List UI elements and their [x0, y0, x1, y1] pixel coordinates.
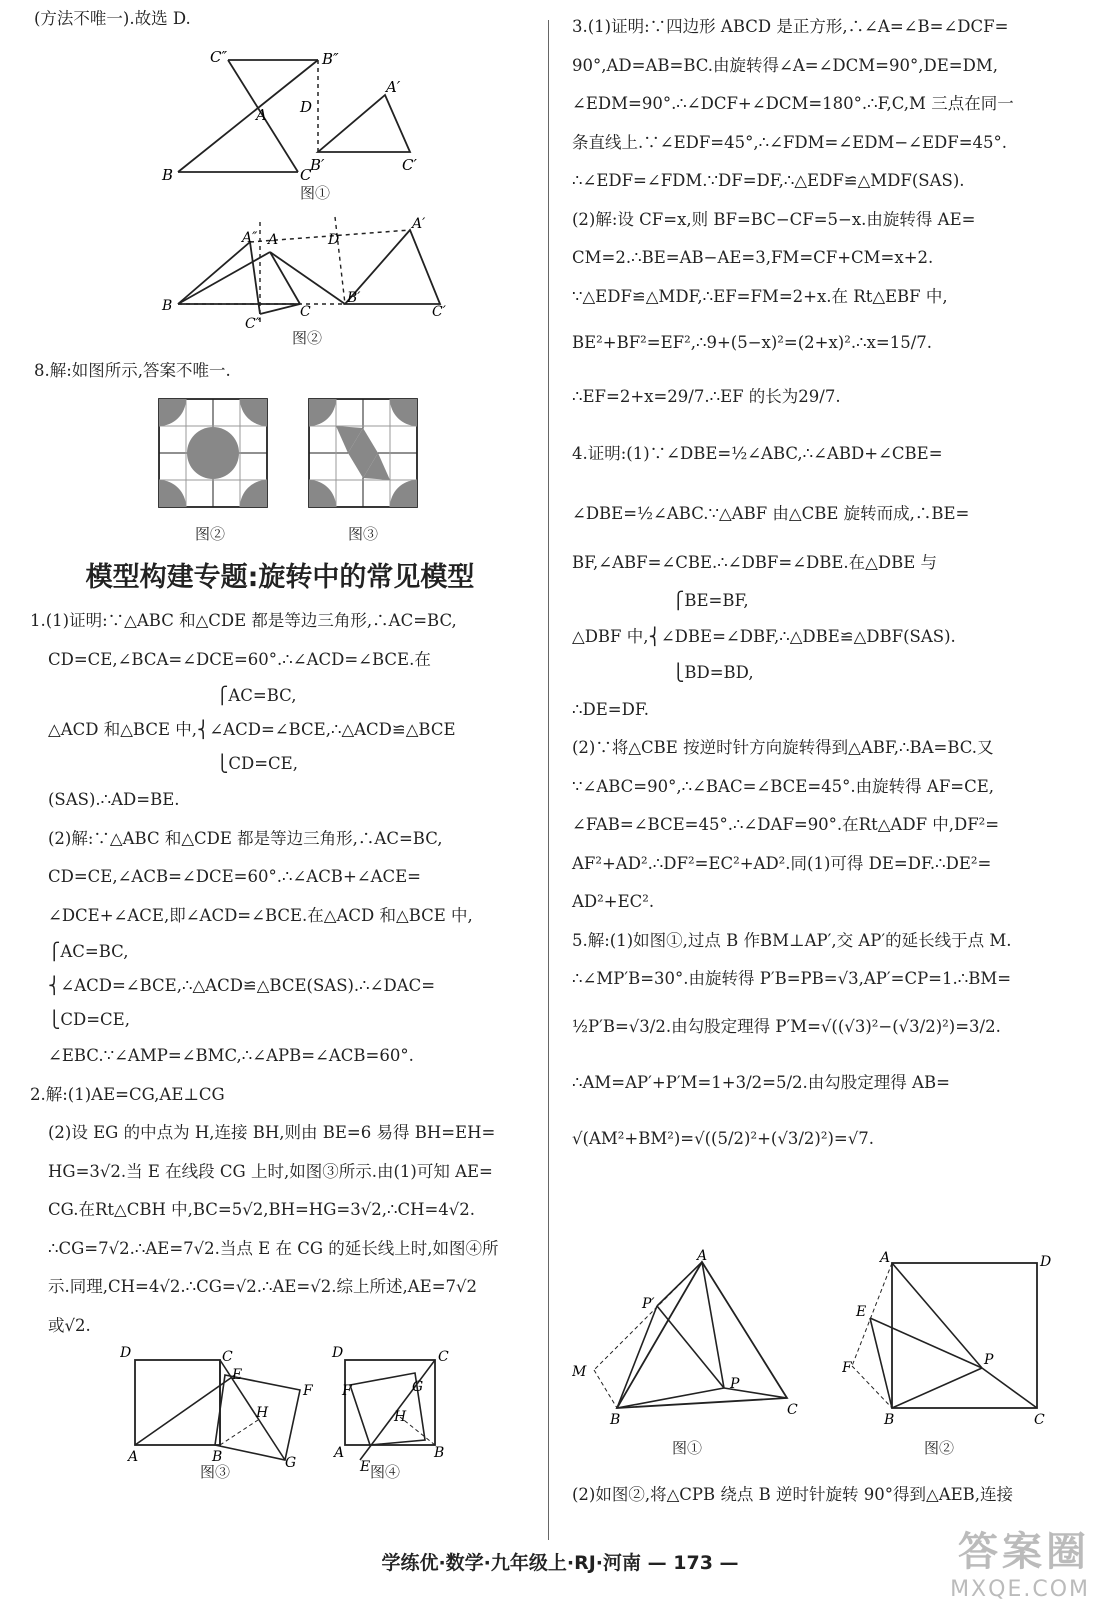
- svg-text:B″: B″: [322, 50, 339, 68]
- svg-text:A′: A′: [412, 216, 426, 232]
- svg-text:E: E: [232, 1367, 243, 1383]
- svg-text:C″: C″: [245, 316, 261, 332]
- svg-text:A: A: [256, 106, 267, 124]
- right-body: [572, 8, 1072, 1167]
- text-line: 或√2.: [48, 1315, 91, 1335]
- svg-text:A′: A′: [386, 78, 401, 96]
- text-line: 3.(1)证明:∵四边形 ABCD 是正方形,∴∠A=∠B=∠DCF=: [572, 17, 1009, 36]
- svg-text:M: M: [572, 1364, 587, 1380]
- svg-text:E: E: [856, 1304, 867, 1320]
- text-line: ⎩CD=CE,: [216, 754, 298, 773]
- text-line: 90°,AD=AB=BC.由旋转得∠A=∠DCM=90°,DE=DM,: [572, 55, 998, 75]
- text-line: HG=3√2.当 E 在线段 CG 上时,如图③所示.由(1)可知 AE=: [48, 1161, 493, 1181]
- text-line: ⎧BE=BF,: [672, 590, 749, 610]
- column-divider: [548, 20, 549, 1540]
- text-line: 1.(1)证明:∵△ABC 和△CDE 都是等边三角形,∴AC=BC,: [30, 611, 457, 630]
- section-title: 模型构建专题:旋转中的常见模型: [85, 562, 475, 593]
- svg-text:P: P: [984, 1352, 994, 1368]
- svg-text:E: E: [360, 1459, 371, 1475]
- figure-caption: 图②: [195, 525, 226, 543]
- svg-text:P′: P′: [642, 1296, 655, 1312]
- watermark-logo: [950, 1520, 1090, 1602]
- svg-text:G: G: [412, 1379, 424, 1395]
- text-line: ⎧AC=BC,: [216, 686, 297, 705]
- watermark-bottom: MXQE.COM: [950, 1577, 1090, 1602]
- text-line: (2)解:∵△ABC 和△CDE 都是等边三角形,∴AC=BC,: [48, 828, 443, 848]
- svg-text:A: A: [268, 232, 279, 248]
- figure-caption: 图③: [200, 1463, 231, 1481]
- text-line: ∠EDM=90°.∴∠DCF+∠DCM=180°.∴F,C,M 三点在同一: [572, 94, 1014, 113]
- text-line: ½P′B=√3/2.由勾股定理得 P′M=√((√3)²−(√3/2)²)=3/2.: [572, 1016, 1001, 1036]
- svg-text:D: D: [1040, 1254, 1052, 1270]
- text-line: 条直线上.∵∠EDF=45°,∴∠FDM=∠EDM−∠EDF=45°.: [572, 132, 1008, 152]
- svg-text:P: P: [730, 1376, 740, 1392]
- left-body: [30, 602, 530, 1345]
- text-line: CD=CE,∠BCA=∠DCE=60°.∴∠ACD=∠BCE.在: [48, 649, 431, 669]
- text-line: BE²+BF²=EF²,∴9+(5−x)²=(2+x)².∴x=15/7.: [572, 333, 933, 352]
- figure-4: [330, 1345, 460, 1475]
- svg-text:F: F: [842, 1360, 852, 1376]
- text-line: 4.证明:(1)∵∠DBE=½∠ABC,∴∠ABD+∠CBE=: [572, 444, 943, 463]
- svg-text:D: D: [328, 232, 340, 248]
- svg-text:F: F: [342, 1383, 352, 1399]
- svg-text:D: D: [120, 1345, 132, 1361]
- text-line: △ACD 和△BCE 中,⎨∠ACD=∠BCE,∴△ACD≌△BCE: [48, 720, 456, 739]
- svg-text:C: C: [300, 166, 312, 184]
- figure-5a: [572, 1248, 812, 1428]
- text-line: ∠EBC.∵∠AMP=∠BMC,∴∠APB=∠ACB=60°.: [48, 1046, 414, 1065]
- text-line: (2)如图②,将△CPB 绕点 B 逆时针旋转 90°得到△AEB,连接: [572, 1485, 1014, 1504]
- svg-text:B: B: [434, 1445, 445, 1461]
- text-line: (2)解:设 CF=x,则 BF=BC−CF=5−x.由旋转得 AE=: [572, 209, 976, 229]
- text-line: (方法不唯一).故选 D.: [34, 9, 191, 28]
- text-line: ∴AM=AP′+P′M=1+3/2=5/2.由勾股定理得 AB=: [572, 1072, 950, 1092]
- text-line: CM=2.∴BE=AB−AE=3,FM=CF+CM=x+2.: [572, 248, 934, 267]
- text-line: ∵∠ABC=90°,∴∠BAC=∠BCE=45°.由旋转得 AF=CE,: [572, 776, 995, 796]
- svg-text:C: C: [222, 1349, 233, 1365]
- text-line: ∠FAB=∠BCE=45°.∴∠DAF=90°.在Rt△ADF 中,DF²=: [572, 815, 1000, 834]
- text-line: BF,∠ABF=∠CBE.∴∠DBF=∠DBE.在△DBE 与: [572, 553, 938, 572]
- svg-text:C′: C′: [432, 304, 446, 320]
- figure-caption: 图④: [370, 1463, 401, 1481]
- svg-text:C: C: [438, 1349, 449, 1365]
- text-line: CG.在Rt△CBH 中,BC=5√2,BH=HG=3√2,∴CH=4√2.: [48, 1200, 476, 1219]
- svg-text:A: A: [128, 1449, 139, 1465]
- figure-3: [120, 1345, 340, 1475]
- figure-caption: 图①: [300, 184, 331, 202]
- figure-caption: 图①: [672, 1439, 703, 1457]
- text-line: CD=CE,∠ACB=∠DCE=60°.∴∠ACB+∠ACE=: [48, 867, 421, 886]
- text-line: △DBF 中,⎨∠DBE=∠DBF,∴△DBE≌△DBF(SAS).: [572, 626, 956, 646]
- svg-text:B: B: [162, 298, 173, 314]
- svg-text:C″: C″: [210, 48, 228, 66]
- text-line: (SAS).∴AD=BE.: [48, 790, 180, 809]
- svg-text:B: B: [884, 1412, 895, 1428]
- svg-text:H: H: [256, 1405, 269, 1421]
- text-line: ∴EF=2+x=29/7.∴EF 的长为29/7.: [572, 387, 841, 406]
- svg-text:C′: C′: [402, 156, 417, 174]
- svg-text:B′: B′: [347, 290, 361, 306]
- watermark-top: 答案圈: [958, 1529, 1090, 1575]
- figure-caption: 图②: [924, 1439, 955, 1457]
- svg-text:A″: A″: [242, 230, 258, 246]
- text-line: AD²+EC².: [572, 892, 655, 911]
- text-line: ∴∠EDF=∠FDM.∵DF=DF,∴△EDF≌△MDF(SAS).: [572, 171, 965, 190]
- figure-5b: [842, 1248, 1062, 1428]
- text-line: ∴CG=7√2.∴AE=7√2.当点 E 在 CG 的延长线上时,如图④所: [48, 1238, 499, 1258]
- svg-text:A: A: [880, 1250, 891, 1266]
- text-line: ⎩CD=CE,: [48, 1010, 130, 1029]
- text-line: 示.同理,CH=4√2.∴CG=√2.∴AE=√2.综上所述,AE=7√2: [48, 1277, 478, 1296]
- svg-text:A: A: [334, 1445, 345, 1461]
- svg-text:F: F: [303, 1383, 313, 1399]
- text-line: 2.解:(1)AE=CG,AE⊥CG: [30, 1084, 225, 1104]
- page-footer: 学练优·数学·九年级上·RJ·河南 — 173 —: [381, 1552, 739, 1574]
- figure-caption: 图②: [292, 329, 323, 347]
- text-line: ∠DBE=½∠ABC.∵△ABF 由△CBE 旋转而成,∴BE=: [572, 504, 970, 523]
- svg-text:A: A: [697, 1248, 708, 1264]
- text-line: √(AM²+BM²)=√((5/2)²+(√3/2)²)=√7.: [572, 1128, 874, 1148]
- text-line: ⎧AC=BC,: [48, 942, 129, 961]
- text-line: ⎩BD=BD,: [672, 662, 754, 682]
- svg-text:D: D: [300, 98, 313, 116]
- text-line: ∵△EDF≌△MDF,∴EF=FM=2+x.在 Rt△EBF 中,: [572, 286, 948, 306]
- svg-text:B: B: [610, 1412, 621, 1428]
- text-line: ∠DCE+∠ACE,即∠ACD=∠BCE.在△ACD 和△BCE 中,: [48, 905, 473, 925]
- svg-text:B: B: [212, 1449, 223, 1465]
- text-line: ∴∠MP′B=30°.由旋转得 P′B=PB=√3,AP′=CP=1.∴BM=: [572, 969, 1012, 988]
- svg-text:C: C: [300, 304, 311, 320]
- svg-text:C: C: [787, 1402, 798, 1418]
- text-line: AF²+AD².∴DF²=EC²+AD².同(1)可得 DE=DF.∴DE²=: [572, 853, 992, 873]
- figure-2: [150, 212, 470, 337]
- figure-caption: 图③: [348, 525, 379, 543]
- text-line: ⎨∠ACD=∠BCE,∴△ACD≌△BCE(SAS).∴∠DAC=: [48, 976, 436, 995]
- figure-8a: [158, 398, 268, 508]
- svg-text:B′: B′: [310, 156, 325, 174]
- text-line: 5.解:(1)如图①,过点 B 作BM⊥AP′,交 AP′的延长线于点 M.: [572, 930, 1012, 950]
- text-line: (2)∵将△CBE 按逆时针方向旋转得到△ABF,∴BA=BC.又: [572, 738, 994, 757]
- svg-text:H: H: [394, 1409, 407, 1425]
- svg-text:G: G: [285, 1455, 297, 1471]
- text-line: 8.解:如图所示,答案不唯一.: [34, 361, 231, 380]
- svg-text:D: D: [332, 1345, 344, 1361]
- svg-text:C: C: [1034, 1412, 1045, 1428]
- text-line: (2)设 EG 的中点为 H,连接 BH,则由 BE=6 易得 BH=EH=: [48, 1123, 496, 1142]
- svg-text:B: B: [162, 166, 174, 184]
- figure-8b: [308, 398, 418, 508]
- text-line: ∴DE=DF.: [572, 699, 649, 719]
